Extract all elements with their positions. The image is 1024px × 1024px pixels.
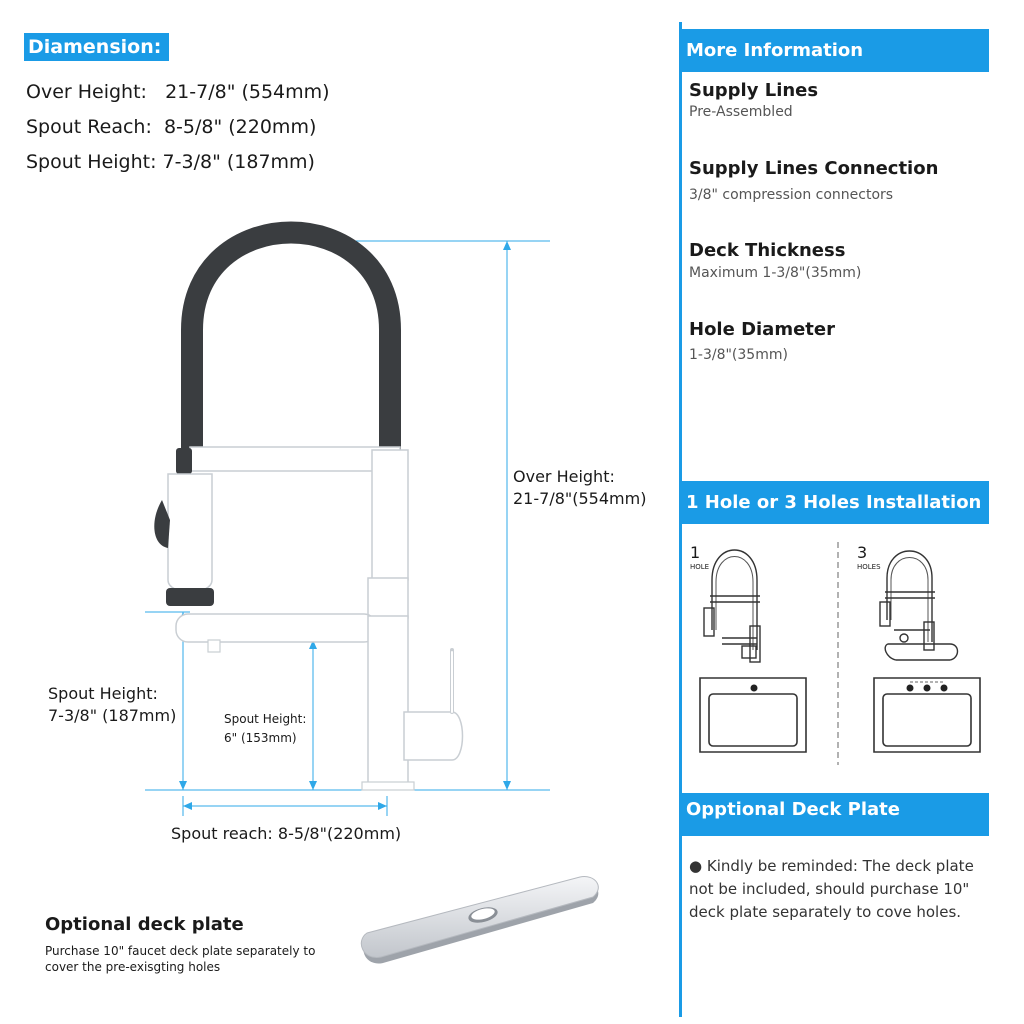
optional-plate-note-2: not be included, should purchase 10" <box>689 880 970 898</box>
spout-height-value: 7-3/8" (187mm) <box>48 706 177 725</box>
three-holes-number: 3 <box>857 543 868 562</box>
hole-diameter-title: Hole Diameter <box>689 319 835 340</box>
one-hole-faucet <box>704 550 760 662</box>
dimension-spout-reach: Spout Reach: 8-5/8" (220mm) <box>26 116 317 138</box>
more-info-heading: More Information <box>679 29 989 72</box>
supply-lines-connection-value: 3/8" compression connectors <box>689 187 894 203</box>
optional-plate-heading: Opptional Deck Plate <box>679 793 989 836</box>
bullet-icon: ● <box>689 857 703 875</box>
dimension-over-height: Over Height: 21-7/8" (554mm) <box>26 81 330 103</box>
supply-lines-connection-title: Supply Lines Connection <box>689 158 939 179</box>
supply-lines-value: Pre-Assembled <box>689 104 793 120</box>
optional-plate-note-1: ● Kindly be reminded: The deck plate <box>689 857 974 875</box>
one-hole-word: HOLE <box>690 563 710 571</box>
supply-lines-title: Supply Lines <box>689 80 819 101</box>
three-holes-word: HOLES <box>857 563 881 571</box>
over-height-label: Over Height: <box>513 467 615 486</box>
spout-height-label: Spout Height: <box>48 684 158 703</box>
installation-heading: 1 Hole or 3 Holes Installation <box>679 481 989 524</box>
optional-plate-note-3: deck plate separately to cove holes. <box>689 903 962 921</box>
spout-reach-label: Spout reach: 8-5/8"(220mm) <box>171 824 402 843</box>
deck-plate-title: Optional deck plate <box>45 914 244 935</box>
deck-thickness-title: Deck Thickness <box>689 240 846 261</box>
dimension-spout-height: Spout Height: 7-3/8" (187mm) <box>26 151 315 173</box>
hose <box>192 233 390 471</box>
inner-height-label: Spout Height: <box>224 712 307 726</box>
installation-illustration <box>682 530 989 770</box>
inner-height-value: 6" (153mm) <box>224 731 297 745</box>
over-height-value: 21-7/8"(554mm) <box>513 489 647 508</box>
dimension-heading: Diamension: <box>24 33 169 61</box>
one-hole-number: 1 <box>690 543 701 562</box>
deck-plate-image <box>355 875 610 975</box>
three-holes-faucet <box>880 551 958 660</box>
deck-plate-desc-2: cover the pre-exisgting holes <box>45 960 221 974</box>
deck-plate-desc-1: Purchase 10" faucet deck plate separately to <box>45 944 316 958</box>
hole-diameter-value: 1-3/8"(35mm) <box>689 347 788 363</box>
deck-thickness-value: Maximum 1-3/8"(35mm) <box>689 265 862 281</box>
